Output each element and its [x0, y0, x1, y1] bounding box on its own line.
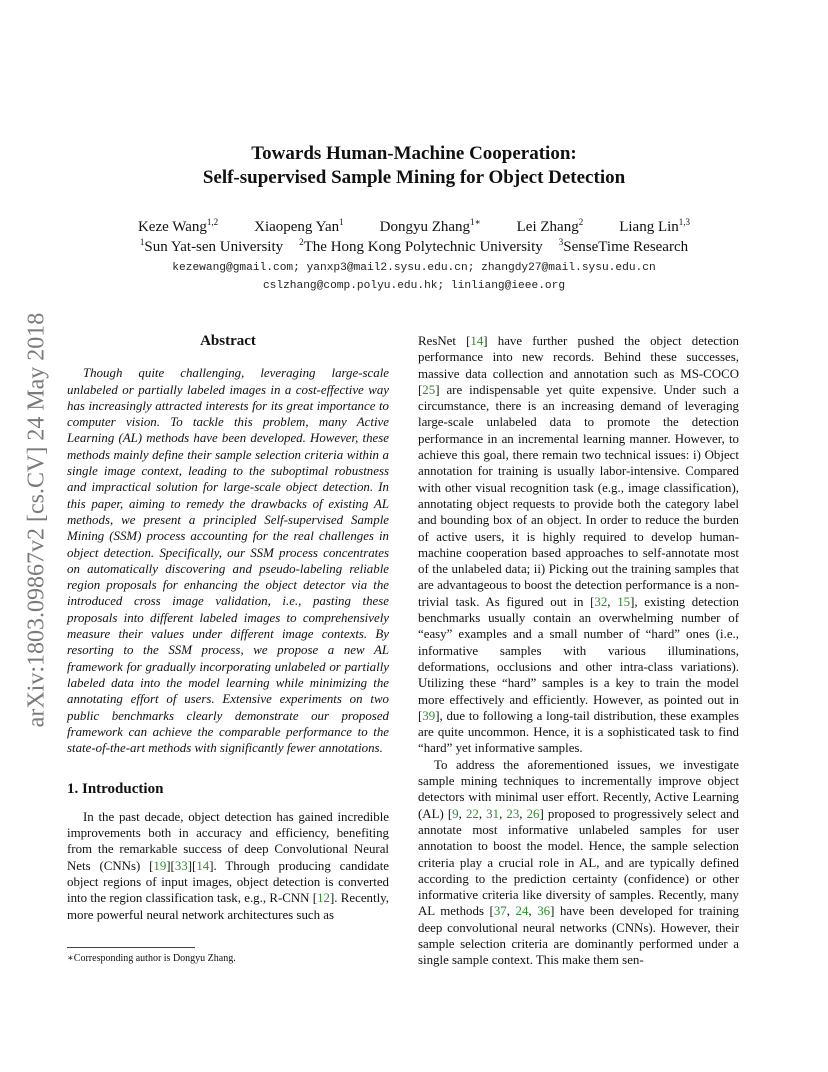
right-paragraph-1: ResNet [14] have further pushed the object detection performance into new records. Behind these successes, massive data collection and annotation such as MS-COCO [25] are indispensable yet quite expensive. Under such a circumstance, there is an increasing demand of leveraging large-scale unlabeled data to promote the detection performance in an incremental learning manner. However, to achieve this goal, there remain two technical issues: i) Object annotation for training is usually labor-intensive. Compared with other visual recognition task (e.g., image classification), annotating object requests to provide both the category label and bounding box of an object. In order to reduce the burden of active users, it is highly required to develop human-machine cooperation based approaches to self-annotate most of the unlabeled data; ii) Picking out the training samples that are advantageous to boost the detection performance is a non-trivial task. As figured out in [32, 15], existing detection benchmarks usually contain an overwhelming number of “easy” examples and a small number of “hard” ones (i.e., informative samples with various illuminations, deformations, occlusions and other intra-class variations). Utilizing these “hard” samples is a key to train the model more effectively and efficiently. However, as pointed out in [39], due to following a long-tail distribution, these examples are quite uncommon. Hence, it is a sophisticated task to find “hard” yet informative samples. [418, 334, 739, 756]
citation-link[interactable]: 12 [317, 891, 330, 906]
author-name: Lei Zhang$^2$ [516, 217, 584, 235]
author-name: Dongyu Zhang$^{1∗}$ [379, 217, 481, 235]
citation-link[interactable]: 32 [594, 594, 608, 609]
affiliation: $^1$Sun Yat-sen University [139, 237, 284, 255]
author-name: Keze Wang$^{1,2}$ [137, 217, 219, 235]
citation-link[interactable]: 36 [537, 904, 551, 919]
citation-link[interactable]: 26 [526, 806, 540, 821]
paper-title-line2: Self-supervised Sample Mining for Object Detection [202, 167, 626, 188]
affiliation: $^3$SenseTime Research [558, 237, 689, 255]
citation-link[interactable]: 14 [470, 334, 484, 348]
author-emails-line1: kezewang@gmail.com; yanxp3@mail2.sysu.edu.cn; zhangdy27@mail.sysu.edu.cn [172, 262, 656, 274]
citation-link[interactable]: 23 [506, 806, 520, 821]
citation-link[interactable]: 15 [617, 594, 631, 609]
citation-link[interactable]: 14 [196, 858, 210, 873]
author-list [0, 219, 828, 236]
right-column [418, 333, 739, 969]
citation-link[interactable]: 39 [422, 708, 436, 723]
left-column [67, 333, 389, 923]
citation-link[interactable]: 22 [465, 806, 479, 821]
author-emails-line2: cslzhang@comp.polyu.edu.hk; linliang@ieee.org [262, 280, 566, 292]
section-heading: 1. Introduction [67, 781, 164, 798]
affiliation-list [0, 239, 828, 256]
citation-link[interactable]: 33 [174, 858, 188, 873]
arxiv-stamp: arXiv:1803.09867v2 [cs.CV] 24 May 2018 [23, 312, 50, 728]
footnote: ∗Corresponding author is Dongyu Zhang. [67, 953, 236, 964]
citation-link[interactable]: 24 [515, 904, 529, 919]
author-name: Liang Lin$^{1,3}$ [619, 217, 691, 235]
right-paragraph-2: To address the aforementioned issues, we investigate sample mining techniques to incrementally improve object detectors with minimal user effort. Recently, Active Learning (AL) [9, 22, 31, 23, 26] proposed to progressively select and annotate most informative unlabeled samples for user annotation to boost the model. Hence, the sample selection criteria play a crucial role in AL, and are typically defined according to the prediction certainty (confidence) or other informative criteria like diversity of samples. Recently, many AL methods [37, 24, 36] have been developed for training deep convolutional neural networks (CNNs). However, their sample selection criteria are dominantly performed under a single sample context. This make them sen- [418, 757, 740, 968]
citation-link[interactable]: 31 [486, 806, 500, 821]
abstract-heading: Abstract [200, 333, 256, 349]
affiliation: $^2$The Hong Kong Polytechnic University [299, 237, 543, 255]
citation-link[interactable]: 19 [153, 858, 167, 873]
intro-paragraph-1: In the past decade, object detection has gained incredible improvements both in accuracy and efficiency, benefiting from the remarkable success of deep Convolutional Neural Nets (CNNs) [19][33][14]. Through producing candidate object regions of input images, object detection is converted into the region classification task, e.g., R-CNN [12]. Recently, more powerful neural network architectures such as [67, 809, 390, 922]
citation-link[interactable]: 25 [422, 382, 436, 397]
citation-link[interactable]: 37 [493, 904, 507, 919]
citation-link[interactable]: 9 [452, 806, 459, 821]
footnote-rule [67, 947, 195, 948]
author-name: Xiaopeng Yan$^1$ [254, 217, 344, 235]
paper-title-line1: Towards Human-Machine Cooperation: [251, 143, 577, 164]
abstract-text: Though quite challenging, leveraging large-scale unlabeled or partially labeled images in a cost-effective way has increasingly attracted interests for its great importance to computer vision. To tackle this problem, many Active Learning (AL) methods have been developed. However, these methods mainly define their sample selection criteria within a single image context, leading to the suboptimal robustness and impractical solution for large-scale object detection. In this paper, aiming to remedy the drawbacks of existing AL methods, we present a principled Self-supervised Sample Mining (SSM) process accounting for the real challenges in object detection. Specifically, our SSM process concentrates on automatically discovering and pseudo-labeling reliable region proposals for enhancing the object detector via the introduced cross image validation, i.e., pasting these proposals into different labeled images to comprehensively measure their values under different image contexts. By resorting to the SSM process, we propose a new AL framework for gradually incorporating unlabeled or partially labeled data into the model learning while minimizing the annotating effort of users. Extensive experiments on two public benchmarks clearly demonstrate our proposed framework can achieve the comparable performance to the state-of-the-art methods with significantly fewer annotations. [67, 366, 389, 756]
